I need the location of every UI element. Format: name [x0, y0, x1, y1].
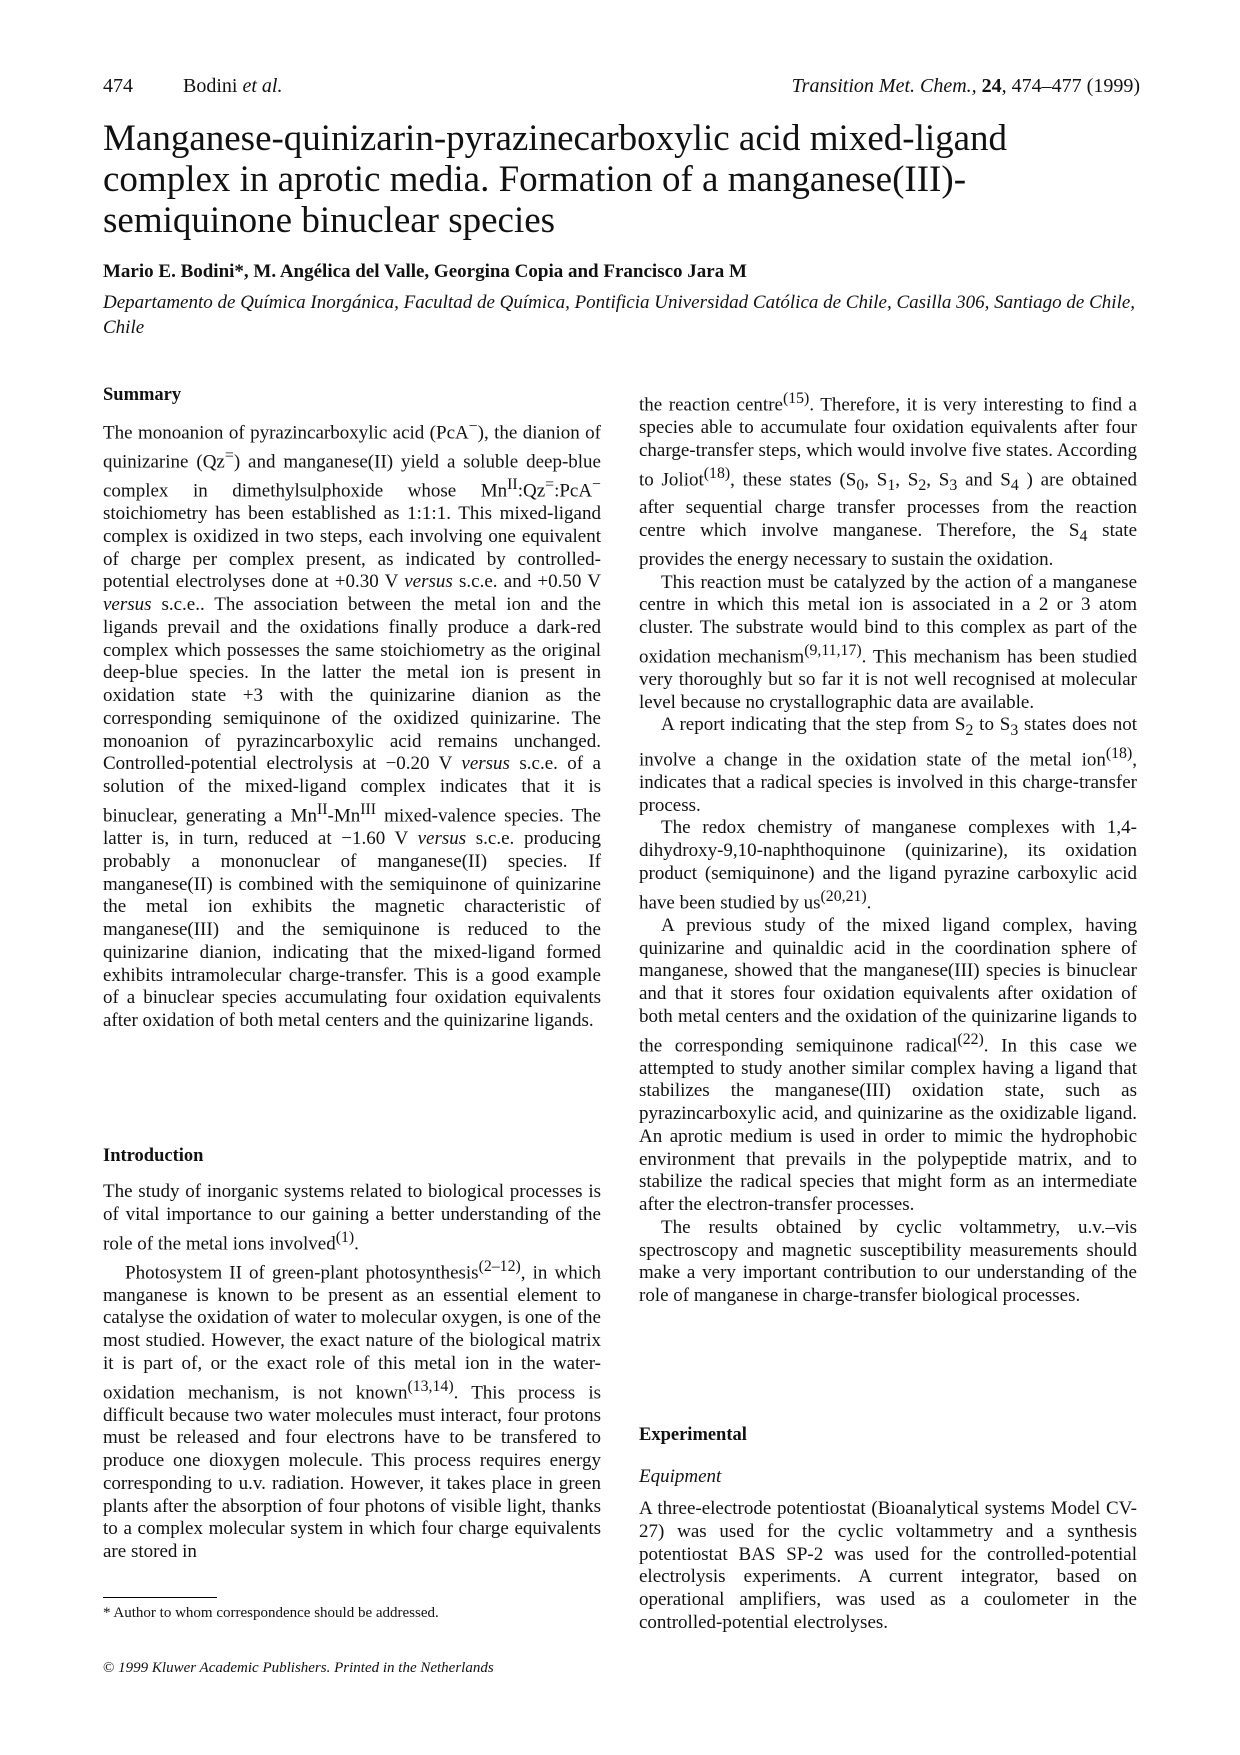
affiliation: Departamento de Química Inorgánica, Facultad de Química, Pontificia Universidad Católica de Chile, Casilla 306, Santiago de Chile, Chile	[103, 292, 1136, 338]
intro-paragraph-redox: The redox chemistry of manganese complexes with 1,4-dihydroxy-9,10-naphthoquinone (quinizarine), its oxidation product (semiquinone) and the ligand pyrazine carboxylic acid have been studied by us$^{(20,21)}$.	[639, 817, 1137, 914]
page-number: 474	[103, 75, 133, 97]
introduction-heading: Introduction	[103, 1146, 204, 1166]
paper-title: Manganese-quinizarin-pyrazinecarboxylic acid mixed-ligand complex in aprotic media. Formation of a manganese(III)-semiquinone binuclear species	[103, 118, 1008, 241]
experimental-section	[639, 1424, 1137, 1635]
introduction-paragraph-2: Photosystem II of green-plant photosynthesis$^{(2-12)}$, in which manganese is known to be present as an essential element to catalyse the oxidation of water to molecular oxygen, is one of the most studied. However, the exact nature of the biological matrix it is part of, or the exact role of this metal ion in the water-oxidation mechanism, is not known$^{(13,14)}$. This process is difficult because two water molecules must interact, four protons must be released and four electrons have to be transfered to produce one dioxygen molecule. This process requires energy corresponding to u.v. radiation. However, it takes place in green plants after the absorption of four photons of visible light, thanks to a complex molecular system in which four charge equivalents are stored in	[103, 1257, 601, 1563]
introduction-paragraph-1: The study of inorganic systems related to biological processes is of vital importance to our gaining a better understanding of the role of the metal ions involved$^{(1)}$.	[103, 1181, 601, 1254]
summary-section	[103, 384, 601, 1033]
summary-heading: Summary	[103, 385, 182, 405]
intro-paragraph-previous-study: A previous study of the mixed ligand complex, having quinizarine and quinaldic acid in the coordination sphere of manganese, showed that the manganese(III) species is binuclear and that it stores four oxidation equivalents after oxidation of both metal centers and the oxidation of the quinizarine ligands to the corresponding semiquinone radical$^{(22)}$. In this case we attempted to study another similar complex having a ligand that stabilizes the manganese(III) oxidation state, such as pyrazincarboxylic acid, and quinizarine as the oxidizable ligand. An aprotic medium is used in order to mimic the hydrophobic environment that prevails in the polypeptide matrix, and to stabilize the radical species that might form as an intermediate after the electron-transfer processes.	[639, 914, 1137, 1216]
intro-paragraph-results: The results obtained by cyclic voltammetry, u.v.–vis spectroscopy and magnetic susceptibility measurements should make a very important contribution to our understanding of the role of manganese in charge-transfer biological processes.	[639, 1216, 1137, 1307]
experimental-heading: Experimental	[639, 1425, 747, 1445]
right-column-text	[639, 388, 1137, 1308]
copyright-line: © 1999 Kluwer Academic Publishers. Printed in the Netherlands	[103, 1660, 494, 1676]
author-byline: Mario E. Bodini*, M. Angélica del Valle, Georgina Copia and Francisco Jara M	[103, 261, 747, 282]
copyright-symbol: ©	[103, 1660, 115, 1676]
running-head-authors: Bodini et al.	[183, 75, 283, 97]
footnote: * Author to whom correspondence should be addressed.	[103, 1605, 439, 1621]
intro-continuation-paragraph: the reaction centre$^{(15)}$. Therefore, it is very interesting to find a species able to accumulate four oxidation equivalents after four charge-transfer steps, which would involve five states. According to Joliot$^{(18)}$, these states ($S_0$, $S_1$, $S_2$, $S_3$ and $S_4$ ) are obtained after sequential charge transfer processes from the reaction centre which involve manganese. Therefore, the $S_4$ state provides the energy necessary to sustain the oxidation.	[639, 390, 1137, 570]
footnote-rule	[103, 1597, 217, 1598]
equipment-subheading: Equipment	[639, 1466, 722, 1487]
equipment-paragraph: A three-electrode potentiostat (Bioanalytical systems Model CV-27) was used for the cyclic voltammetry and a synthesis potentiostat BAS SP-2 was used for the controlled-potential electrolysis experiments. A current integrator, based on operational amplifiers, was used as a coulometer in the controlled-potential electrolyses.	[639, 1498, 1137, 1633]
running-head-journal: Transition Met. Chem., 24, 474–477 (1999)	[791, 75, 1140, 97]
intro-paragraph-catalysis: This reaction must be catalyzed by the action of a manganese centre in which this metal ion is associated in a 2 or 3 atom cluster. The substrate would bind to this complex as part of the oxidation mechanism$^{(9,11,17)}$. This mechanism has been studied very thoroughly but so far it is not well recognised at molecular level because no crystallographic data are available.	[639, 571, 1137, 713]
summary-paragraph: The monoanion of pyrazincarboxylic acid (PcA−), the dianion of quinizarine (Qz=) and manganese(II) yield a soluble deep-blue complex in dimethylsulphoxide whose $Mn^{II}:Qz^=:PcA^-$ stoichiometry has been established as 1:1:1. This mixed-ligand complex is oxidized in two steps, each involving one equivalent of charge per complex present, as indicated by controlled-potential electrolyses done at +0.30 V versus s.c.e. and +0.50 V versus s.c.e.. The association between the metal ion and the ligands prevail and the oxidations finally produce a dark-red complex which possesses the same stoichiometry as the original deep-blue species. In the latter the metal ion is present in oxidation state +3 with the quinizarine dianion as the corresponding semiquinone of the oxidized quinizarine. The monoanion of pyrazincarboxylic acid remains unchanged. Controlled-potential electrolysis at −0.20 V versus s.c.e. of a solution of the mixed-ligand complex indicates that it is binuclear, generating a $Mn^{II}-Mn^{III}$ mixed-valence species. The latter is, in turn, reduced at −1.60 V versus s.c.e. producing probably a mononuclear of manganese(II) species. If manganese(II) is combined with the semiquinone of quinizarine the metal ion exhibits the magnetic characteristic of manganese(III) and the semiquinone is reduced to the quinizarine dianion, indicating that the mixed-ligand formed exhibits intramolecular charge-transfer. This is a good example of a binuclear species accumulating four oxidation equivalents after oxidation of both metal centers and the quinizarine ligands.	[103, 418, 601, 1032]
intro-paragraph-report: A report indicating that the step from $S_2$ to $S_3$ states does not involve a change in the oxidation state of the metal ion$^{(18)}$, indicates that a radical species is involved in this charge-transfer process.	[639, 714, 1137, 816]
introduction-section	[103, 1145, 601, 1564]
